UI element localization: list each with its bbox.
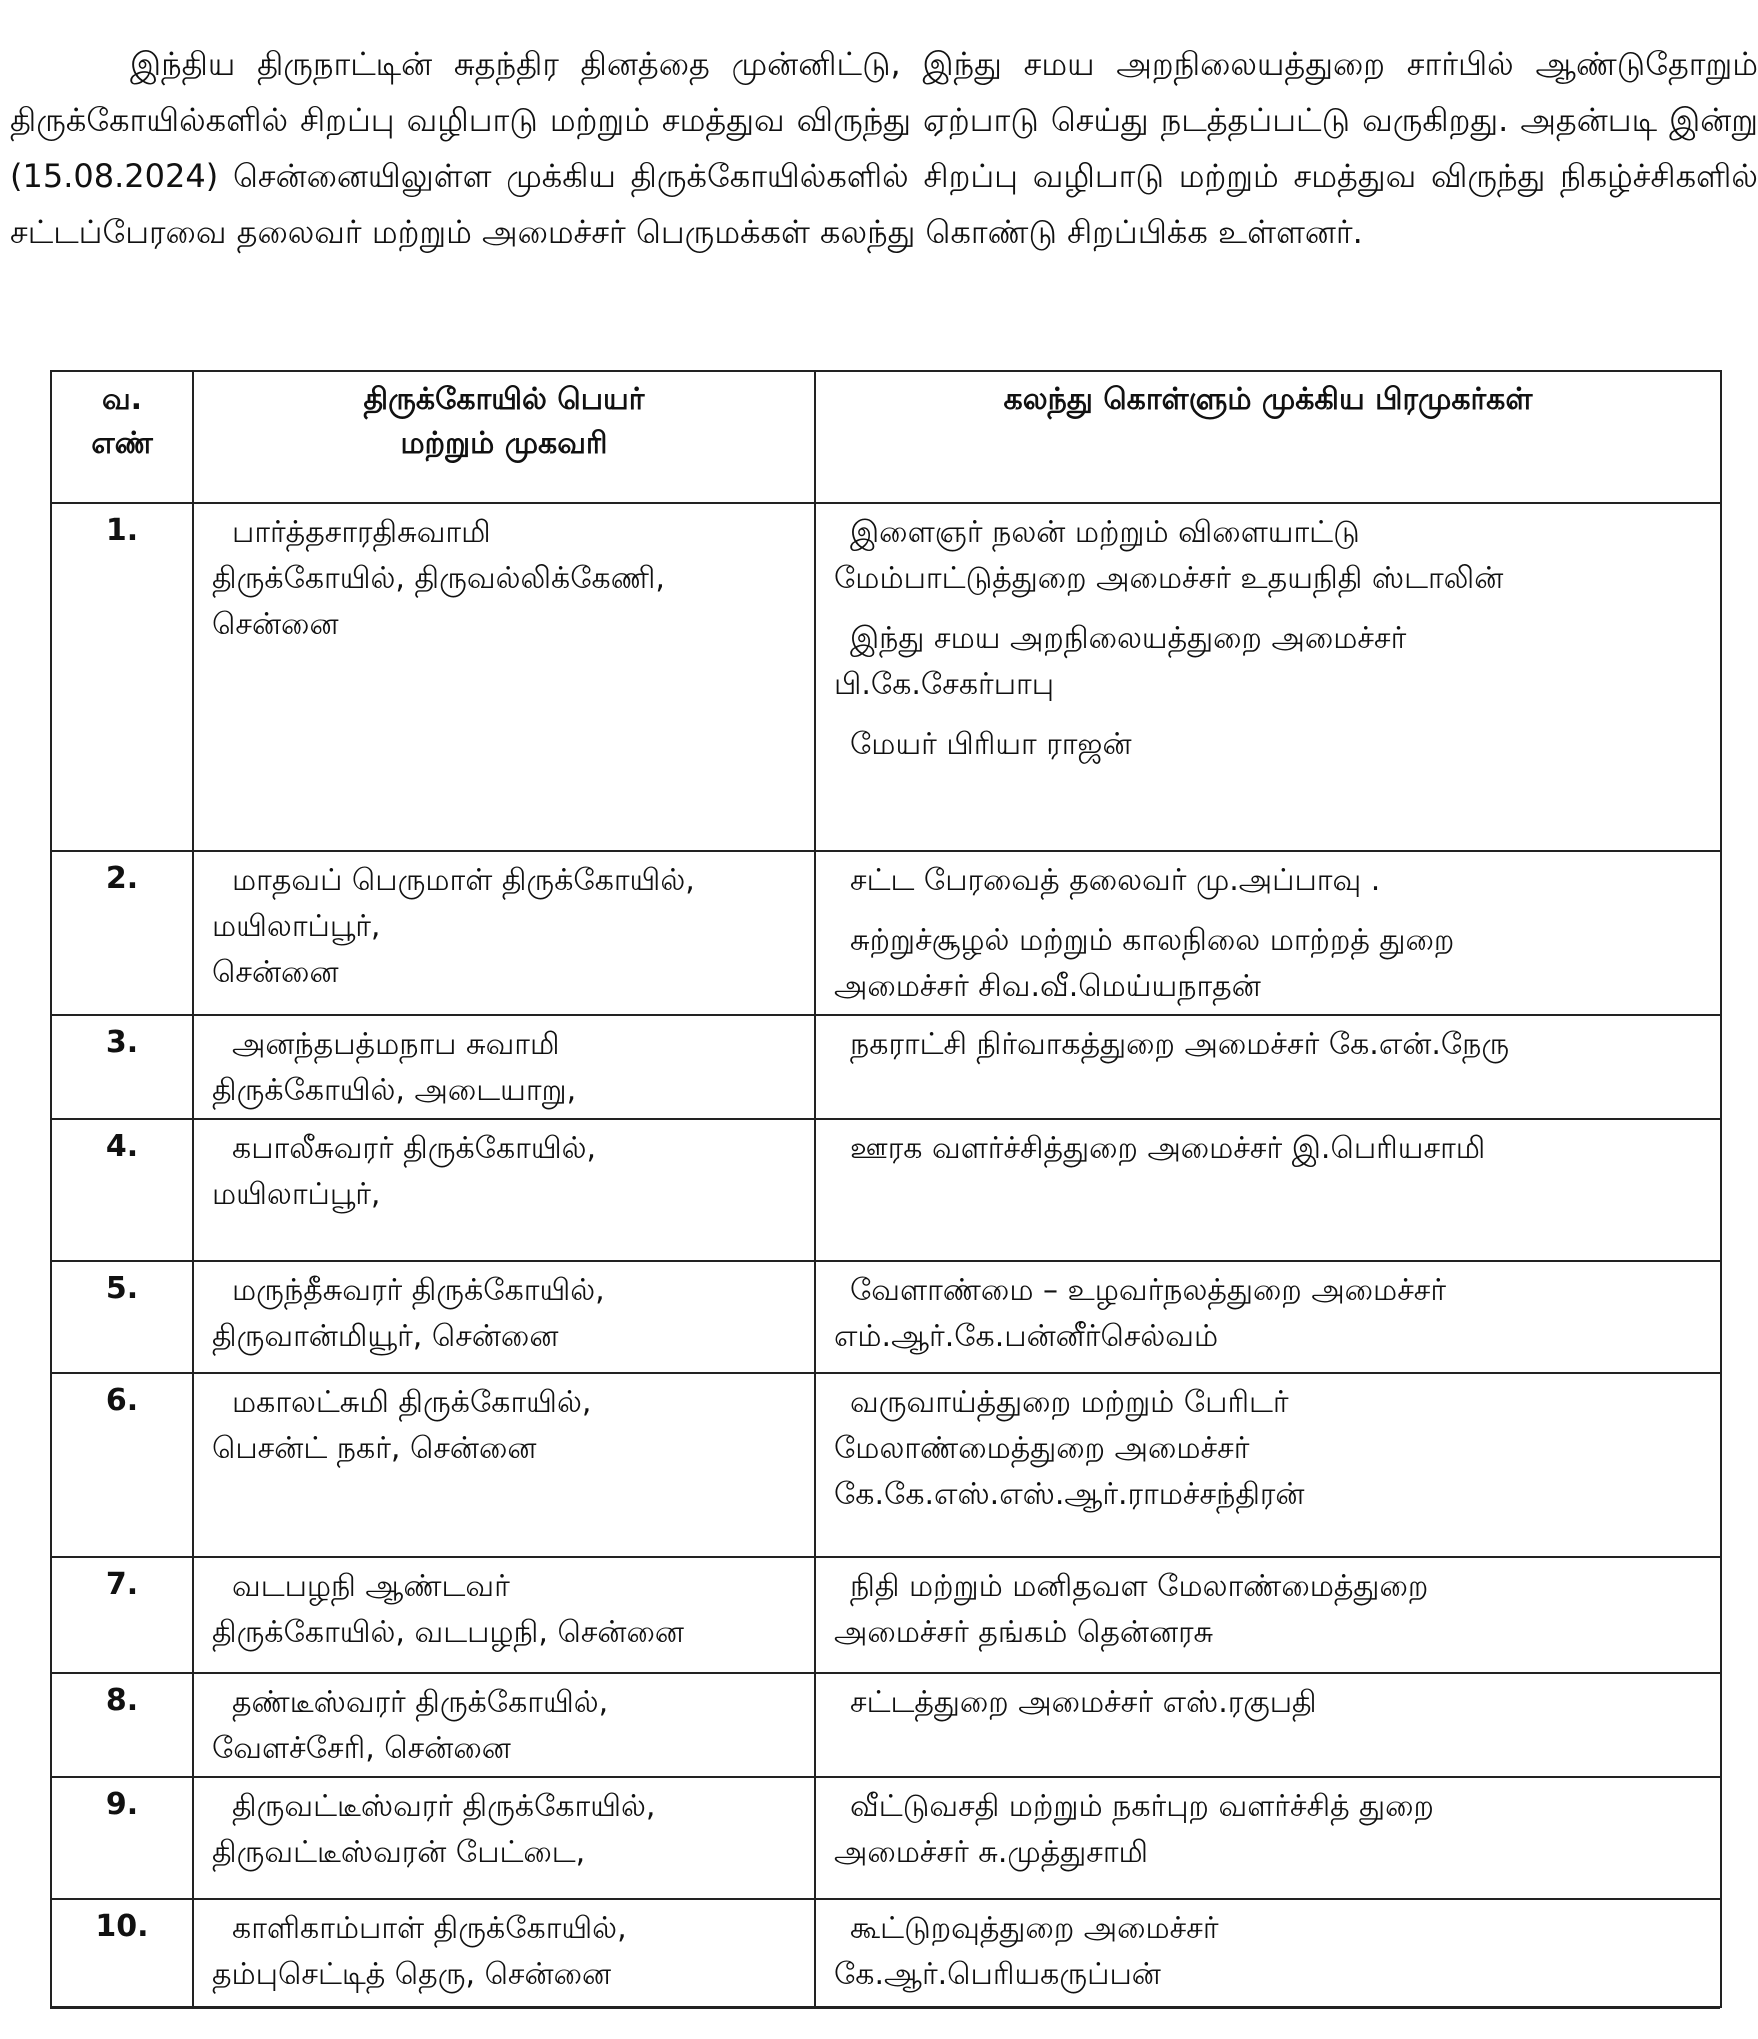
row-dignitaries <box>815 1015 1721 1119</box>
row-serial-number: 8. <box>51 1673 193 1777</box>
row-dignitaries <box>815 503 1721 851</box>
row-dignitaries <box>815 1777 1721 1899</box>
temple-line: பார்த்தசாரதிசுவாமி <box>232 515 491 550</box>
table-body <box>51 503 1721 2007</box>
dignitary-entry <box>834 1126 1704 1172</box>
dignitary-entry <box>834 858 1704 904</box>
dignitary-line: பி.கே.சேகர்பாபு <box>834 667 1055 702</box>
temple-line: திருக்கோயில், வடபழநி, சென்னை <box>212 1615 685 1650</box>
dignitary-entry <box>834 918 1704 1010</box>
temple-line: காளிகாம்பாள் திருக்கோயில், <box>232 1911 627 1946</box>
dignitary-entry <box>834 1906 1704 1998</box>
row-temple-name-address <box>193 503 815 851</box>
dignitary-entry <box>834 1564 1704 1656</box>
intro-paragraph-block <box>10 36 1758 260</box>
temple-line: தண்டீஸ்வரர் திருக்கோயில், <box>232 1685 609 1720</box>
temple-line: மாதவப் பெருமாள் திருக்கோயில், <box>232 863 695 898</box>
row-dignitaries <box>815 1557 1721 1673</box>
dignitary-entry <box>834 722 1704 768</box>
row-dignitaries <box>815 1119 1721 1261</box>
header-guests: கலந்து கொள்ளும் முக்கிய பிரமுகர்கள் <box>1003 382 1533 417</box>
temple-line: திருவட்டீஸ்வரன் பேட்டை, <box>212 1835 586 1870</box>
header-temple-line2: மற்றும் முகவரி <box>400 426 608 461</box>
table-row <box>51 1777 1721 1899</box>
dignitary-line: வேளாண்மை – உழவர்நலத்துறை அமைச்சர் <box>850 1273 1447 1308</box>
table-row <box>51 503 1721 851</box>
row-temple-name-address <box>193 1119 815 1261</box>
temple-line: திருக்கோயில், திருவல்லிக்கேணி, <box>212 561 665 596</box>
dignitary-line: இந்து சமய அறநிலையத்துறை அமைச்சர் <box>850 621 1407 656</box>
row-dignitaries <box>815 1899 1721 2007</box>
row-dignitaries <box>815 851 1721 1015</box>
row-temple-name-address <box>193 1899 815 2007</box>
dignitary-line: சட்ட பேரவைத் தலைவர் மு.அப்பாவு . <box>850 863 1381 898</box>
dignitary-line: கே.ஆர்.பெரியகருப்பன் <box>834 1957 1161 1992</box>
dignitary-line: கூட்டுறவுத்துறை அமைச்சர் <box>850 1911 1219 1946</box>
table-row <box>51 851 1721 1015</box>
dignitary-entry <box>834 1268 1704 1360</box>
next-row-cutoff <box>50 2006 1720 2039</box>
temple-line: தம்புசெட்டித் தெரு, சென்னை <box>212 1957 612 1992</box>
dignitary-line: ஊரக வளர்ச்சித்துறை அமைச்சர் இ.பெரியசாமி <box>850 1131 1486 1166</box>
row-serial-number: 5. <box>51 1261 193 1373</box>
header-dignitaries <box>815 371 1721 503</box>
dignitary-entry <box>834 1680 1704 1726</box>
temple-line: சென்னை <box>212 955 339 990</box>
header-serial-line2: எண் <box>91 426 153 461</box>
temple-line: திருக்கோயில், அடையாறு, <box>212 1073 577 1108</box>
dignitary-entry <box>834 1022 1704 1068</box>
row-serial-number: 2. <box>51 851 193 1015</box>
temple-line: மயிலாப்பூர், <box>212 909 381 944</box>
temple-line: வடபழநி ஆண்டவர் <box>232 1569 510 1604</box>
row-serial-number: 3. <box>51 1015 193 1119</box>
temple-dignitaries-table-wrap <box>50 370 1720 2008</box>
row-temple-name-address <box>193 851 815 1015</box>
dignitary-line: மேயர் பிரியா ராஜன் <box>850 727 1132 762</box>
temple-line: திருவான்மியூர், சென்னை <box>212 1319 559 1354</box>
temple-line: மருந்தீசுவரர் திருக்கோயில், <box>232 1273 605 1308</box>
temple-line: பெசன்ட் நகர், சென்னை <box>212 1431 537 1466</box>
row-dignitaries <box>815 1261 1721 1373</box>
dignitary-line: மேம்பாட்டுத்துறை அமைச்சர் உதயநிதி ஸ்டாலின் <box>834 561 1504 596</box>
temple-line: மயிலாப்பூர், <box>212 1177 381 1212</box>
row-temple-name-address <box>193 1373 815 1557</box>
dignitary-entry <box>834 1380 1704 1518</box>
row-serial-number: 1. <box>51 503 193 851</box>
dignitary-line: இளைஞர் நலன் மற்றும் விளையாட்டு <box>850 515 1360 550</box>
temple-line: அனந்தபத்மநாப சுவாமி <box>232 1027 560 1062</box>
table-row <box>51 1557 1721 1673</box>
dignitary-line: அமைச்சர் சு.முத்துசாமி <box>834 1835 1149 1870</box>
row-serial-number: 7. <box>51 1557 193 1673</box>
table-row <box>51 1373 1721 1557</box>
dignitary-line: அமைச்சர் தங்கம் தென்னரசு <box>834 1615 1214 1650</box>
header-serial-number <box>51 371 193 503</box>
table-row <box>51 1015 1721 1119</box>
dignitary-entry <box>834 1784 1704 1876</box>
table-header-row <box>51 371 1721 503</box>
row-temple-name-address <box>193 1557 815 1673</box>
table-row <box>51 1261 1721 1373</box>
row-temple-name-address <box>193 1673 815 1777</box>
row-temple-name-address <box>193 1261 815 1373</box>
dignitary-line: சுற்றுச்சூழல் மற்றும் காலநிலை மாற்றத் துறை <box>850 923 1455 958</box>
table-row <box>51 1673 1721 1777</box>
dignitary-line: வீட்டுவசதி மற்றும் நகர்புற வளர்ச்சித் துறை <box>850 1789 1434 1824</box>
header-temple-line1: திருக்கோயில் பெயர் <box>363 382 645 417</box>
dignitary-line: அமைச்சர் சிவ.வீ.மெய்யநாதன் <box>834 969 1261 1004</box>
dignitary-line: நகராட்சி நிர்வாகத்துறை அமைச்சர் கே.என்.நேரு <box>850 1027 1510 1062</box>
row-temple-name-address <box>193 1777 815 1899</box>
row-dignitaries <box>815 1673 1721 1777</box>
dignitary-line: மேலாண்மைத்துறை அமைச்சர் <box>834 1431 1250 1466</box>
row-serial-number: 4. <box>51 1119 193 1261</box>
row-dignitaries <box>815 1373 1721 1557</box>
row-serial-number: 9. <box>51 1777 193 1899</box>
row-temple-name-address <box>193 1015 815 1119</box>
dignitary-line: எம்.ஆர்.கே.பன்னீர்செல்வம் <box>834 1319 1219 1354</box>
temple-line: திருவட்டீஸ்வரர் திருக்கோயில், <box>232 1789 656 1824</box>
temple-line: சென்னை <box>212 607 339 642</box>
header-serial-line1: வ. <box>101 382 143 417</box>
row-serial-number: 10. <box>51 1899 193 2007</box>
table-row <box>51 1119 1721 1261</box>
temple-line: வேளச்சேரி, சென்னை <box>212 1731 511 1766</box>
temple-line: மகாலட்சுமி திருக்கோயில், <box>232 1385 592 1420</box>
table-row <box>51 1899 1721 2007</box>
intro-paragraph: இந்திய திருநாட்டின் சுதந்திர தினத்தை முன்னிட்டு, இந்து சமய அறநிலையத்துறை சார்பில் ஆண்டுதோறும் திருக்கோயில்களில் சிறப்பு வழிபாடு மற்றும் சமத்துவ விருந்து ஏற்பாடு செய்து நடத்தப்பட்டு வருகிறது. அதன்படி இன்று (15.08.2024) சென்னையிலுள்ள முக்கிய திருக்கோயில்களில் சிறப்பு வழிபாடு மற்றும் சமத்துவ விருந்து நிகழ்ச்சிகளில் சட்டப்பேரவை தலைவர் மற்றும் அமைச்சர் பெருமக்கள் கலந்து கொண்டு சிறப்பிக்க உள்ளனர். <box>10 45 1758 251</box>
dignitary-line: சட்டத்துறை அமைச்சர் எஸ்.ரகுபதி <box>850 1685 1317 1720</box>
dignitary-entry <box>834 616 1704 708</box>
temple-line: கபாலீசுவரர் திருக்கோயில், <box>232 1131 597 1166</box>
dignitary-line: நிதி மற்றும் மனிதவள மேலாண்மைத்துறை <box>850 1569 1429 1604</box>
temple-dignitaries-table <box>50 370 1722 2008</box>
row-serial-number: 6. <box>51 1373 193 1557</box>
dignitary-entry <box>834 510 1704 602</box>
dignitary-line: கே.கே.எஸ்.எஸ்.ஆர்.ராமச்சந்திரன் <box>834 1477 1305 1512</box>
header-temple-name-address <box>193 371 815 503</box>
dignitary-line: வருவாய்த்துறை மற்றும் பேரிடர் <box>850 1385 1289 1420</box>
